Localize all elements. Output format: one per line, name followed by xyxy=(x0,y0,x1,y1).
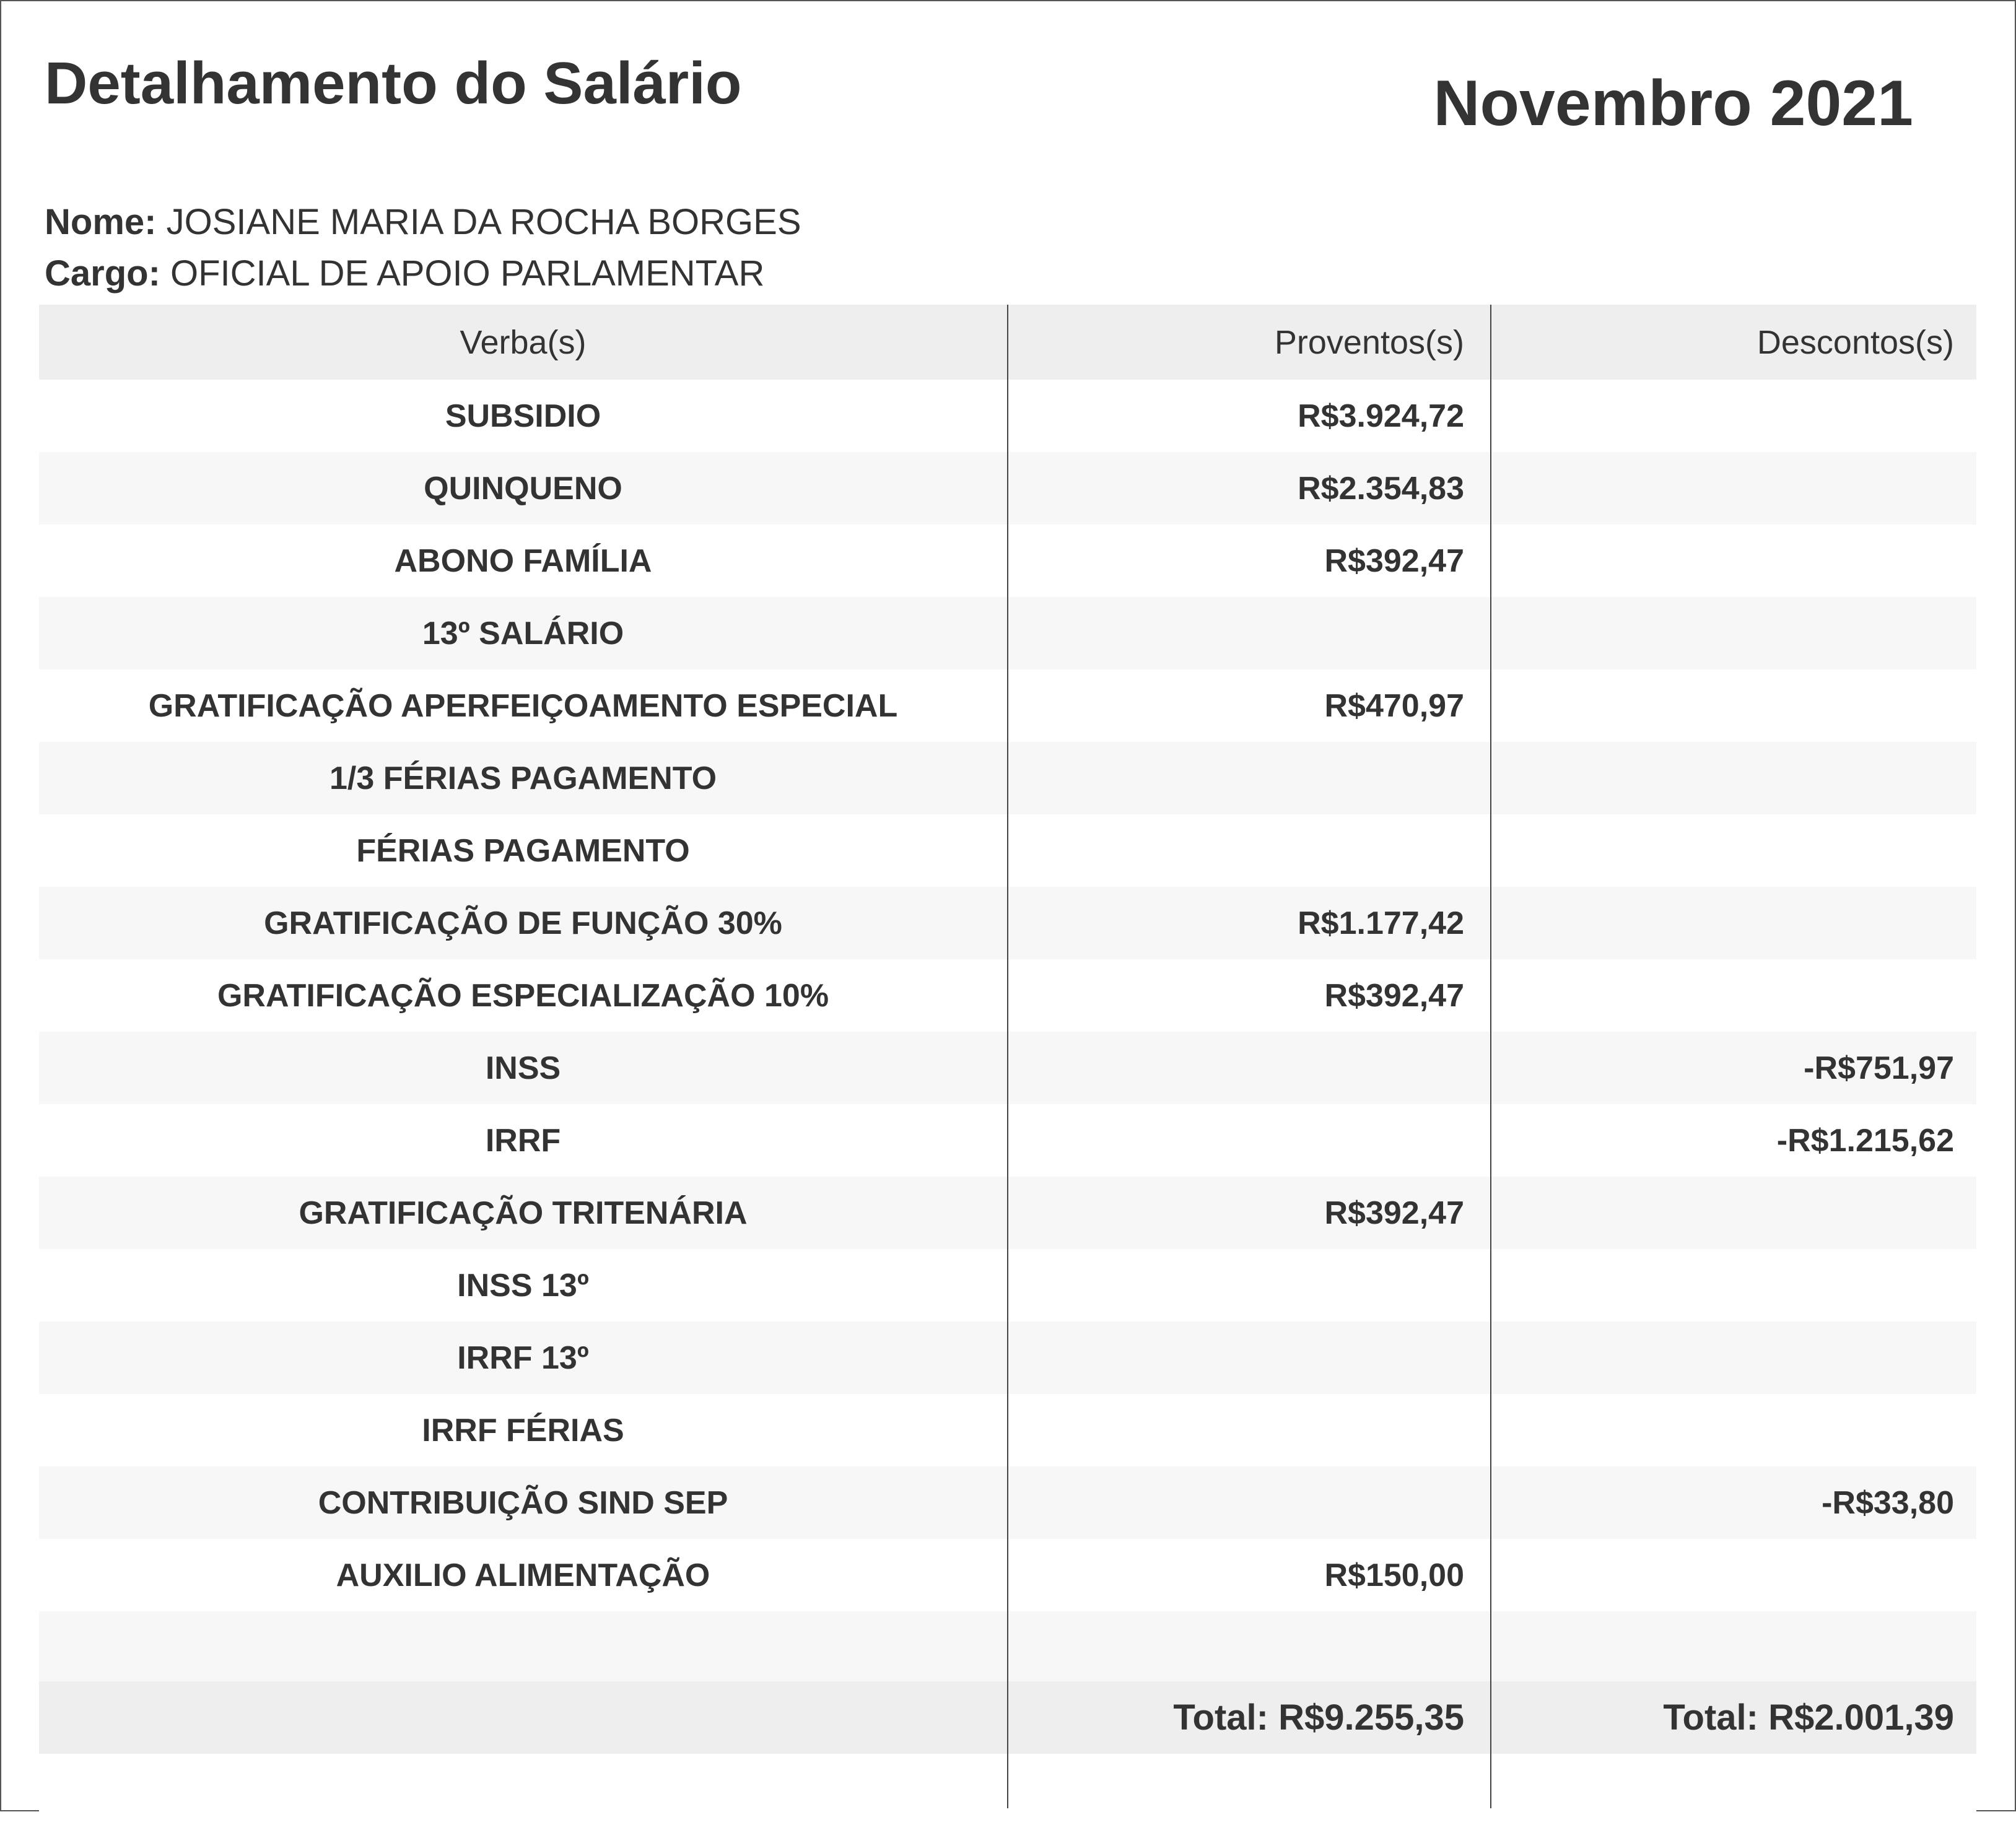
provento-cell: R$392,47 xyxy=(1324,1195,1464,1231)
provento-cell: R$392,47 xyxy=(1324,977,1464,1014)
verba-cell: AUXILIO ALIMENTAÇÃO xyxy=(336,1557,710,1593)
verba-cell: FÉRIAS PAGAMENTO xyxy=(356,832,690,869)
page-title: Detalhamento do Salário xyxy=(45,50,742,116)
total-descontos: Total: R$2.001,39 xyxy=(1663,1697,1954,1738)
verba-cell: IRRF FÉRIAS xyxy=(422,1412,624,1448)
desconto-cell: -R$33,80 xyxy=(1822,1484,1954,1521)
verba-cell: ABONO FAMÍLIA xyxy=(394,542,652,579)
verba-cell: INSS 13º xyxy=(457,1267,589,1304)
verba-cell: GRATIFICAÇÃO DE FUNÇÃO 30% xyxy=(264,905,782,941)
provento-cell: R$470,97 xyxy=(1324,687,1464,724)
column-header-verba: Verba(s) xyxy=(460,323,587,361)
column-divider xyxy=(1490,305,1491,1808)
provento-cell: R$150,00 xyxy=(1324,1557,1464,1593)
provento-cell: R$392,47 xyxy=(1324,542,1464,579)
desconto-cell: -R$751,97 xyxy=(1804,1050,1954,1086)
employee-name-line xyxy=(45,201,801,243)
column-header-proventos: Proventos(s) xyxy=(1274,323,1464,361)
verba-cell: QUINQUENO xyxy=(424,470,622,507)
provento-cell: R$1.177,42 xyxy=(1298,905,1464,941)
period-label: Novembro 2021 xyxy=(1433,68,1913,139)
total-proventos: Total: R$9.255,35 xyxy=(1173,1697,1464,1738)
verba-cell: CONTRIBUIÇÃO SIND SEP xyxy=(318,1484,728,1521)
verba-cell: GRATIFICAÇÃO APERFEIÇOAMENTO ESPECIAL xyxy=(148,687,898,724)
name-label: Nome: xyxy=(45,202,157,242)
column-divider xyxy=(1007,305,1008,1808)
verba-cell: GRATIFICAÇÃO TRITENÁRIA xyxy=(299,1195,748,1231)
role-value: OFICIAL DE APOIO PARLAMENTAR xyxy=(170,253,765,294)
verba-cell: SUBSIDIO xyxy=(445,398,601,434)
verba-cell: 1/3 FÉRIAS PAGAMENTO xyxy=(329,760,717,796)
verba-cell: GRATIFICAÇÃO ESPECIALIZAÇÃO 10% xyxy=(217,977,829,1014)
verba-cell: INSS xyxy=(485,1050,561,1086)
provento-cell: R$3.924,72 xyxy=(1298,398,1464,434)
employee-role-line xyxy=(45,253,764,294)
verba-cell: IRRF xyxy=(485,1122,561,1159)
verba-cell: IRRF 13º xyxy=(457,1339,589,1376)
provento-cell: R$2.354,83 xyxy=(1298,470,1464,507)
verba-cell: 13º SALÁRIO xyxy=(422,615,624,651)
desconto-cell: -R$1.215,62 xyxy=(1776,1122,1954,1159)
column-header-descontos: Descontos(s) xyxy=(1756,323,1954,361)
role-label: Cargo: xyxy=(45,253,160,294)
name-value: JOSIANE MARIA DA ROCHA BORGES xyxy=(166,202,801,242)
